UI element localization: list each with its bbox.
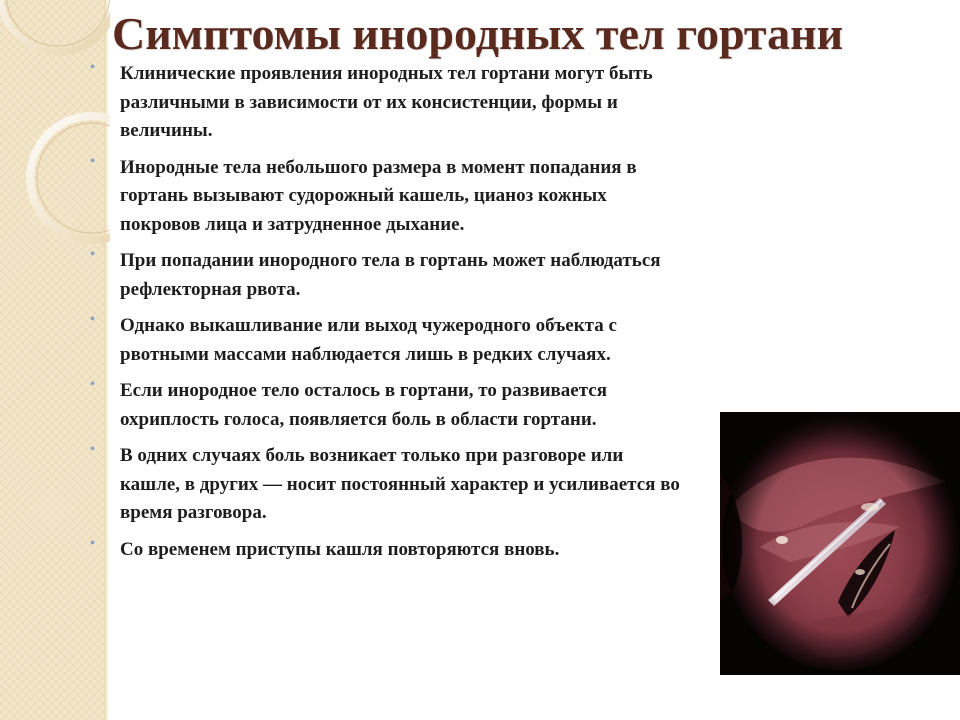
bullet-item	[86, 536, 686, 565]
bullet-item	[86, 377, 686, 434]
bullet-dot-icon: •	[90, 247, 95, 262]
bullet-text: В одних случаях боль возникает только при разговоре или кашле, в других — носит постоянный характер и усиливается во время разговора.	[120, 445, 680, 523]
bullet-item	[86, 312, 686, 369]
bullet-text: Если инородное тело осталось в гортани, то развивается охриплость голоса, появляется боль в области гортани.	[120, 380, 608, 430]
bullet-list	[86, 60, 686, 572]
endoscopic-larynx-image	[720, 412, 960, 675]
bullet-dot-icon: •	[90, 442, 95, 457]
bullet-dot-icon: •	[90, 535, 95, 551]
bullet-dot-icon: •	[90, 60, 95, 75]
bullet-dot-icon: •	[90, 377, 95, 392]
slide-title: Симптомы инородных тел гортани	[112, 8, 844, 59]
bullet-text: При попадании инородного тела в гортань может наблюдаться рефлекторная рвота.	[120, 250, 661, 300]
bullet-dot-icon: •	[90, 312, 95, 327]
bullet-text: Инородные тела небольшого размера в момент попадания в гортань вызывают судорожный кашель, цианоз кожных покровов лица и затрудненное дыхание.	[120, 156, 637, 235]
bullet-text: Со временем приступы кашля повторяются вновь.	[120, 538, 560, 560]
bullet-item	[86, 442, 686, 528]
bullet-text: Клинические проявления инородных тел гортани могут быть различными в зависимости от их консистенции, формы и величины.	[120, 63, 653, 141]
bullet-item	[86, 60, 686, 146]
bullet-item	[86, 154, 686, 240]
bullet-dot-icon: •	[90, 153, 95, 169]
bullet-item	[86, 247, 686, 304]
bullet-text: Однако выкашливание или выход чужеродного объекта с рвотными массами наблюдается лишь в редких случаях.	[120, 315, 617, 365]
